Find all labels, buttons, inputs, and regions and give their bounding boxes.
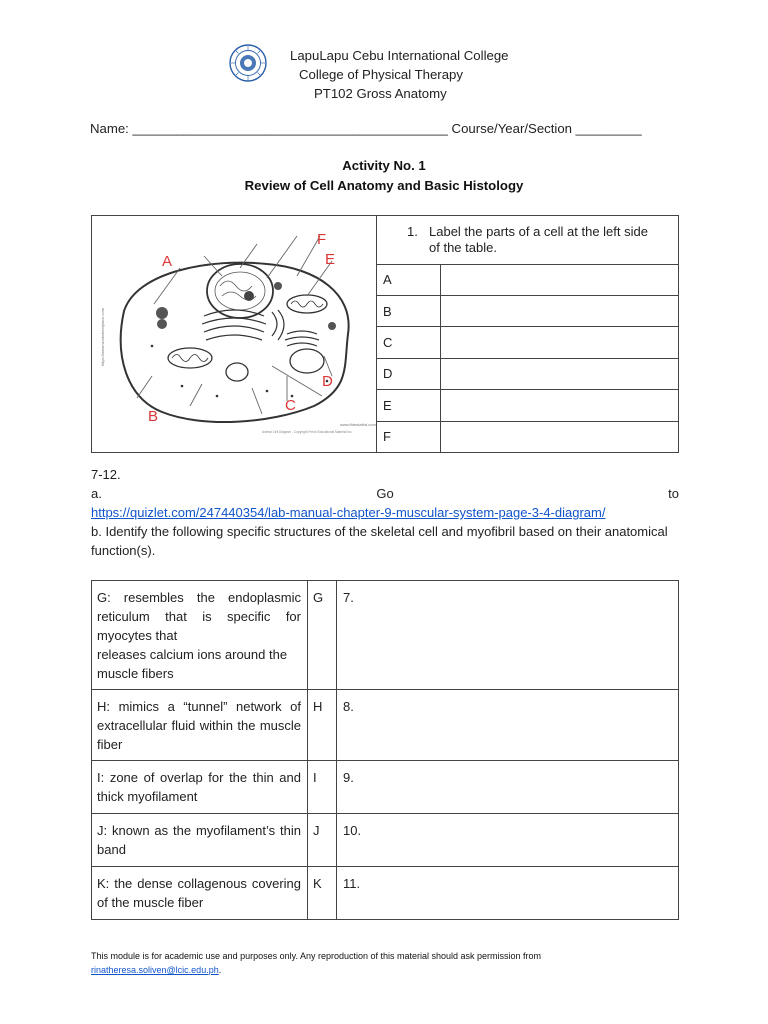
answer-field-e[interactable] xyxy=(441,390,679,421)
diagram-credit-line2: Animal Cell Diagram - Copyright Fresh Educational Material Inc. xyxy=(262,430,353,434)
animal-cell-diagram-cell xyxy=(92,216,377,453)
answer-field-b[interactable] xyxy=(441,296,679,327)
structure-letter: I xyxy=(308,761,337,814)
row-letter-d: D xyxy=(377,358,441,389)
structure-letter: K xyxy=(308,867,337,920)
structure-description xyxy=(92,581,308,690)
instruction-line1: Label the parts of a cell at the left side xyxy=(429,224,648,239)
item-b-instruction: b. Identify the following specific structures of the skeletal cell and myofibril based on their anatomical function(s). xyxy=(91,524,668,558)
answer-field-7[interactable]: 7. xyxy=(337,581,679,690)
label-instruction xyxy=(377,216,679,265)
document-header xyxy=(0,44,768,102)
go-to-row xyxy=(91,484,679,503)
row-letter-a: A xyxy=(377,264,441,295)
structure-description: K: the dense collagenous covering of the muscle fiber xyxy=(92,867,308,920)
muscle-structures-table xyxy=(91,580,679,920)
footer-text: This module is for academic use and purposes only. Any reproduction of this material should ask permission from xyxy=(91,951,542,961)
school-name: LapuLapu Cebu International College xyxy=(290,48,509,63)
item-a-to: to xyxy=(668,486,679,501)
section-7-12-instructions xyxy=(91,465,679,560)
diagram-label-b: B xyxy=(148,408,159,425)
structure-letter: J xyxy=(308,814,337,867)
diagram-label-c: C xyxy=(285,397,296,414)
instruction-line2: of the table. xyxy=(429,240,497,255)
structure-letter: G xyxy=(308,581,337,690)
answer-field-f[interactable] xyxy=(441,421,679,452)
footer-notice xyxy=(91,949,691,977)
answer-field-8[interactable]: 8. xyxy=(337,690,679,761)
answer-field-9[interactable]: 9. xyxy=(337,761,679,814)
diagram-watermark: https://www.worksheetplace.com xyxy=(100,307,105,366)
contact-email-link[interactable]: rinatheresa.soliven@lcic.edu.ph xyxy=(91,965,219,975)
diagram-label-a: A xyxy=(162,253,173,270)
structure-letter: H xyxy=(308,690,337,761)
footer-end: . xyxy=(218,965,222,975)
table-row xyxy=(92,761,679,814)
diagram-label-e: E xyxy=(325,251,336,268)
table-row xyxy=(92,690,679,761)
diagram-credit-line1: www.fhtestathd.com xyxy=(340,422,376,427)
answer-field-d[interactable] xyxy=(441,358,679,389)
row-letter-f: F xyxy=(377,421,441,452)
diagram-label-f: F xyxy=(317,231,327,248)
college-name: College of Physical Therapy xyxy=(299,67,463,82)
item-a-go: Go xyxy=(376,486,394,501)
cell-labeling-table xyxy=(91,215,679,453)
description-text: G: resembles the endoplasmic reticulum that is specific for myocytes that xyxy=(97,590,301,643)
answer-field-10[interactable]: 10. xyxy=(337,814,679,867)
answer-field-11[interactable]: 11. xyxy=(337,867,679,920)
college-seal-logo xyxy=(229,44,267,82)
row-letter-e: E xyxy=(377,390,441,421)
structure-description: I: zone of overlap for the thin and thick myofilament xyxy=(92,761,308,814)
quizlet-link[interactable]: https://quizlet.com/247440354/lab-manual-chapter-9-muscular-system-page-3-4-diagram/ xyxy=(91,505,606,520)
table-row xyxy=(92,814,679,867)
structure-description: H: mimics a “tunnel” network of extracellular fluid within the muscle fiber xyxy=(92,690,308,761)
item-a-prefix: a. xyxy=(91,486,102,501)
answer-field-c[interactable] xyxy=(441,327,679,358)
activity-title: Review of Cell Anatomy and Basic Histology xyxy=(244,178,524,193)
description-text-cont: releases calcium ions around the muscle fibers xyxy=(97,647,288,681)
diagram-label-d: D xyxy=(322,373,333,390)
table-row xyxy=(92,867,679,920)
section-number: 7-12. xyxy=(91,467,121,482)
instruction-number: 1. xyxy=(407,224,418,239)
structure-description: J: known as the myofilament’s thin band xyxy=(92,814,308,867)
name-course-field-row[interactable]: Name: ___________________________________________ Course/Year/Section _________ xyxy=(90,121,642,136)
animal-cell-diagram xyxy=(92,216,376,449)
row-letter-c: C xyxy=(377,327,441,358)
table-row xyxy=(92,581,679,690)
row-letter-b: B xyxy=(377,296,441,327)
answer-field-a[interactable] xyxy=(441,264,679,295)
activity-number: Activity No. 1 xyxy=(342,158,426,173)
course-name: PT102 Gross Anatomy xyxy=(314,86,447,101)
